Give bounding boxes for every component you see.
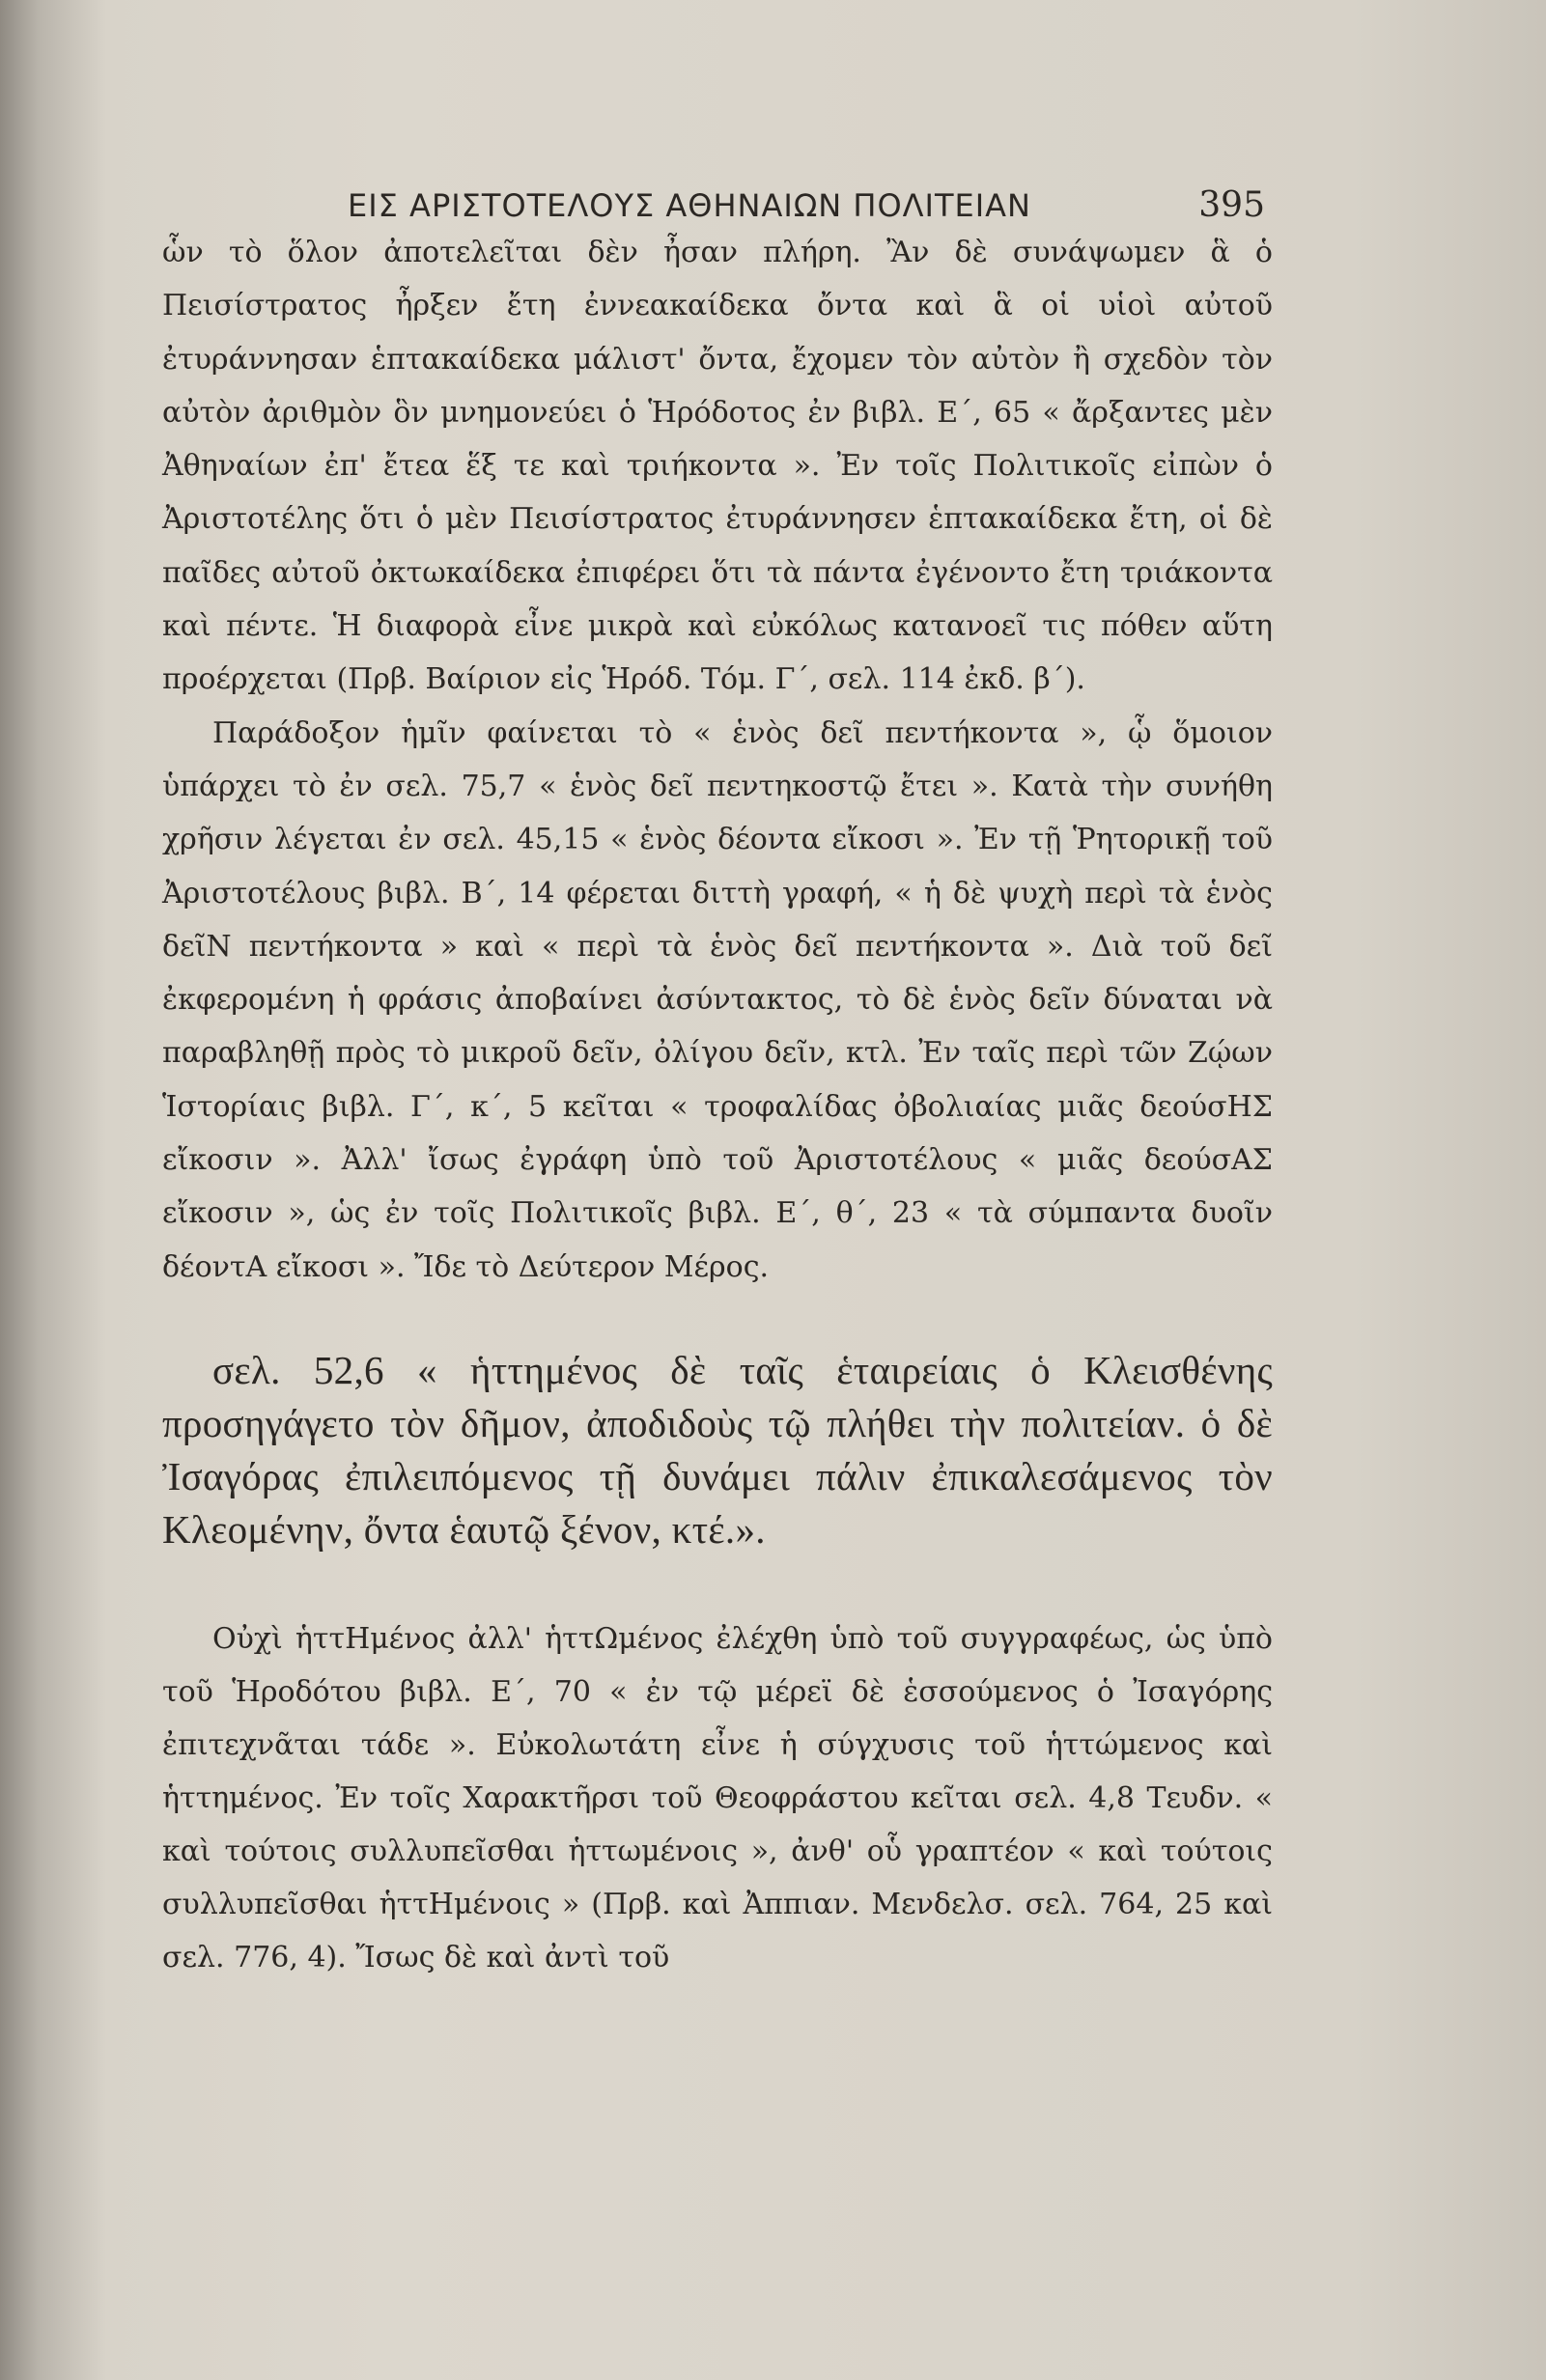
page-number: 395: [1198, 185, 1265, 225]
paragraph-2: Παράδοξον ἡμῖν φαίνεται τὸ « ἑνὸς δεῖ πεντήκοντα », ᾧ ὅμοιον ὑπάρχει τὸ ἐν σελ. 75,7 « ἑνὸς δεῖ πεντηκοστῷ ἔτει ». Κατὰ τὴν συνήθη χρῆσιν λέγεται ἐν σελ. 45,15 « ἑνὸς δέοντα εἴκοσι ». Ἐν τῇ Ῥητορικῇ τοῦ Ἀριστοτέλους βιβλ. Β΄, 14 φέρεται διττὴ γραφή, « ἡ δὲ ψυχὴ περὶ τὰ ἑνὸς δεῖΝ πεντήκοντα » καὶ « περὶ τὰ ἑνὸς δεῖ πεντήκοντα ». Διὰ τοῦ δεῖ ἐκφερομένη ἡ φράσις ἀποβαίνει ἀσύντακτος, τὸ δὲ ἑνὸς δεῖν δύναται νὰ παραβληθῇ πρὸς τὸ μικροῦ δεῖν, ὀλίγου δεῖν, κτλ. Ἐν ταῖς περὶ τῶν Ζῴων Ἱστορίαις βιβλ. Γ΄, κ΄, 5 κεῖται « τροφαλίδας ὀβολιαίας μιᾶς δεούσΗΣ εἴκοσιν ». Ἀλλ' ἴσως ἐγράφη ὑπὸ τοῦ Ἀριστοτέλους « μιᾶς δεούσΑΣ εἴκοσιν », ὡς ἐν τοῖς Πολιτικοῖς βιβλ. Ε΄, θ΄, 23 « τὰ σύμπαντα δυοῖν δέοντΑ εἴκοσι ». Ἴδε τὸ Δεύτερον Μέρος.: [162, 715, 1273, 1284]
page-body: [162, 226, 1273, 1984]
running-title: ΕΙΣ ΑΡΙΣΤΟΤΕΛΟΥΣ ΑΘΗΝΑΙΩΝ ΠΟΛΙΤΕΙΑΝ: [348, 187, 1031, 224]
paragraph-3: Οὐχὶ ἡττΗμένος ἀλλ' ἡττΩμένος ἐλέχθη ὑπὸ τοῦ συγγραφέως, ὡς ὑπὸ τοῦ Ἡροδότου βιβλ. Ε΄, 70 « ἐν τῷ μέρεϊ δὲ ἑσσούμενος ὁ Ἰσαγόρης ἐπιτεχνᾶται τάδε ». Εὐκολωτάτη εἶνε ἡ σύγχυσις τοῦ ἡττώμενος καὶ ἡττημένος. Ἐν τοῖς Χαρακτῆρσι τοῦ Θεοφράστου κεῖται σελ. 4,8 Τευδν. « καὶ τούτοις συλλυπεῖσθαι ἡττωμένοις », ἀνθ' οὗ γραπτέον « καὶ τούτοις συλλυπεῖσθαι ἡττΗμένοις » (Πρβ. καὶ Ἀππιαν. Μενδελσ. σελ. 764, 25 καὶ σελ. 776, 4). Ἴσως δὲ καὶ ἀντὶ τοῦ: [162, 1621, 1273, 1974]
page-header: [348, 185, 1265, 225]
paragraph-1: ὧν τὸ ὅλον ἀποτελεῖται δὲν ἦσαν πλήρη. Ἂν δὲ συνάψωμεν ἃ ὁ Πεισίστρατος ἦρξεν ἔτη ἐννεακαίδεκα ὄντα καὶ ἃ οἱ υἱοὶ αὐτοῦ ἐτυράννησαν ἑπτακαίδεκα μάλιστ' ὄντα, ἔχομεν τὸν αὐτὸν ἢ σχεδὸν τὸν αὐτὸν ἀριθμὸν ὃν μνημονεύει ὁ Ἡρόδοτος ἐν βιβλ. Ε΄, 65 « ἄρξαντες μὲν Ἀθηναίων ἐπ' ἔτεα ἕξ τε καὶ τριήκοντα ». Ἐν τοῖς Πολιτικοῖς εἰπὼν ὁ Ἀριστοτέλης ὅτι ὁ μὲν Πεισίστρατος ἐτυράννησεν ἑπτακαίδεκα ἔτη, οἱ δὲ παῖδες αὐτοῦ ὀκτωκαίδεκα ἐπιφέρει ὅτι τὰ πάντα ἐγένοντο ἔτη τριάκοντα καὶ πέντε. Ἡ διαφορὰ εἶνε μικρὰ καὶ εὐκόλως κατανοεῖ τις πόθεν αὕτη προέρχεται (Πρβ. Βαίριον εἰς Ἡρόδ. Τόμ. Γ΄, σελ. 114 ἐκδ. β΄).: [162, 236, 1273, 697]
quoted-passage: σελ. 52,6 « ἡττημένος δὲ ταῖς ἑταιρείαις ὁ Κλεισθένης προσηγάγετο τὸν δῆμον, ἀποδιδοὺς τῷ πλήθει τὴν πολιτείαν. ὁ δὲ Ἰσαγόρας ἐπιλειπόμενος τῇ δυνάμει πάλιν ἐπικαλεσάμενος τὸν Κλεομένην, ὄντα ἑαυτῷ ξένον, κτέ.».: [162, 1347, 1273, 1552]
